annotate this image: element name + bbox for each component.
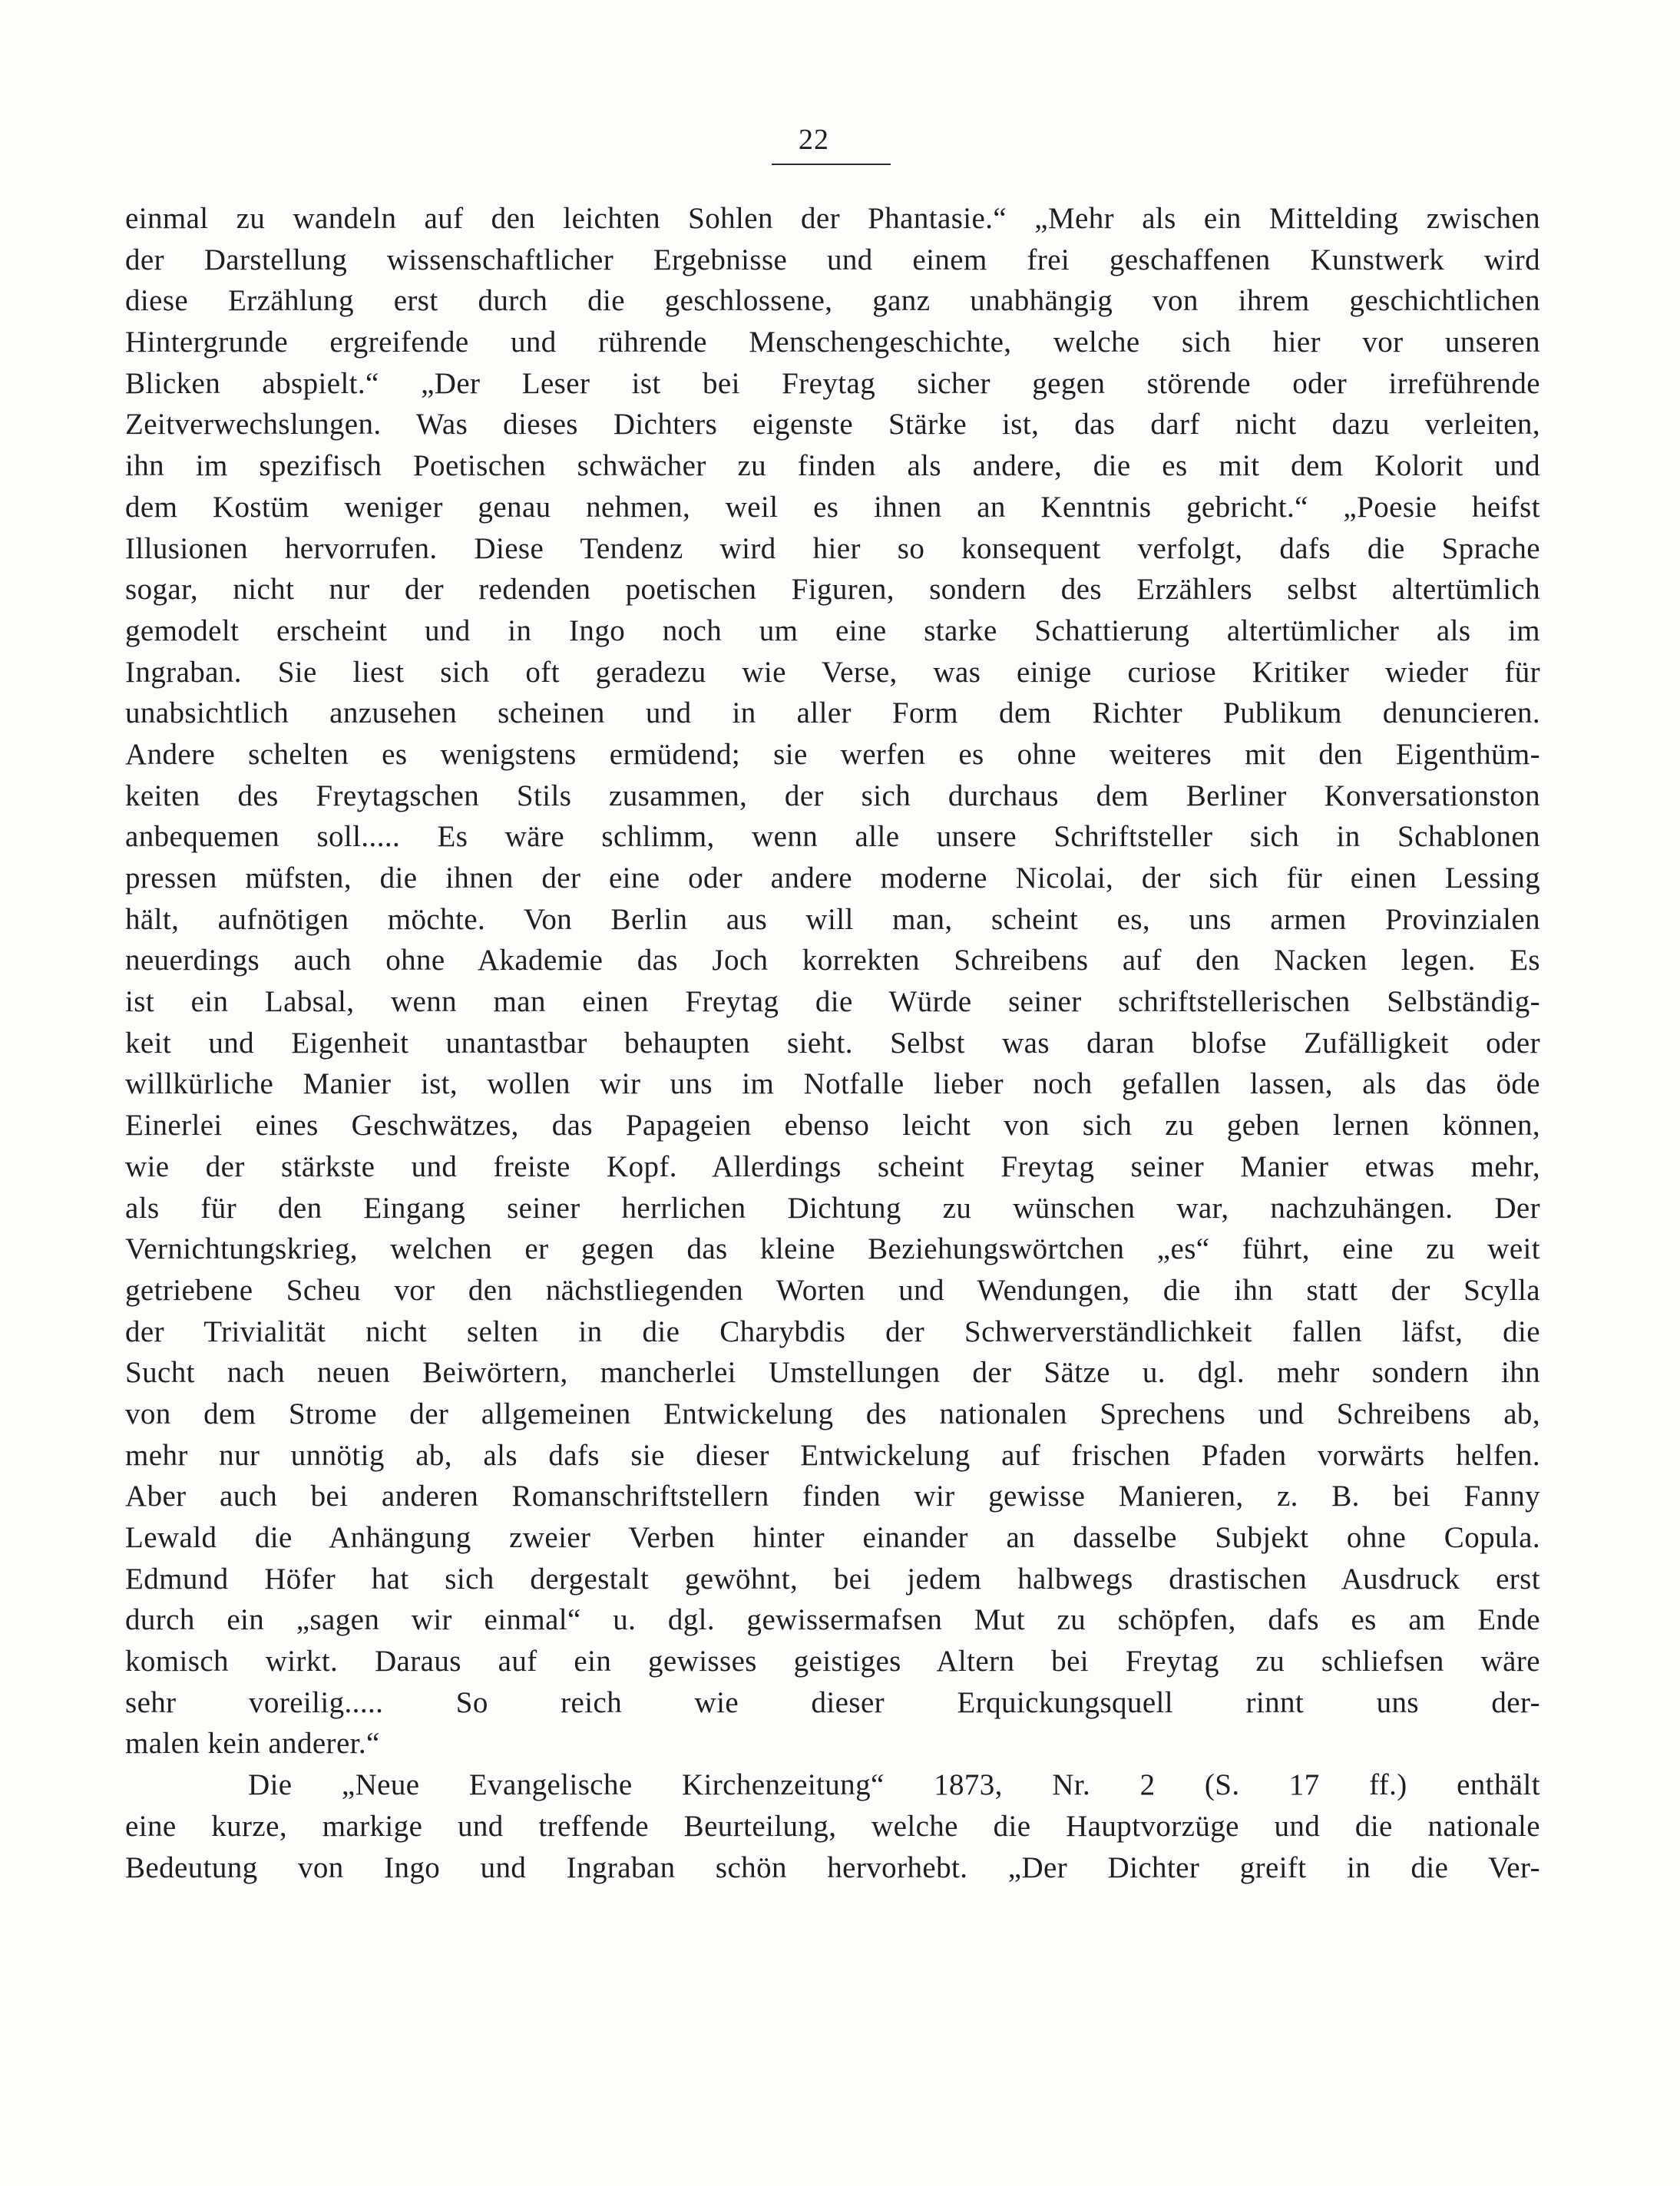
text-line: einmal zu wandeln auf den leichten Sohlen der Phantasie.“ „Mehr als ein Mittelding zwischen bbox=[125, 202, 1540, 235]
text-line: gemodelt erscheint und in Ingo noch um eine starke Schattierung altertümlicher als im bbox=[125, 613, 1540, 647]
text-line: eine kurze, markige und treffende Beurteilung, welche die Hauptvorzüge und die nationale bbox=[125, 1809, 1540, 1843]
text-line: als für den Eingang seiner herrlichen Dichtung zu wünschen war, nachzuhängen. Der bbox=[125, 1191, 1540, 1225]
text-line: mehr nur unnötig ab, als dafs sie dieser Entwickelung auf frischen Pfaden vorwärts helfen. bbox=[125, 1438, 1540, 1472]
text-line: unabsichtlich anzusehen scheinen und in aller Form dem Richter Publikum denuncieren. bbox=[125, 696, 1540, 730]
text-line: Hintergrunde ergreifende und rührende Menschengeschichte, welche sich hier vor unseren bbox=[125, 326, 1540, 359]
text-line: wie der stärkste und freiste Kopf. Allerdings scheint Freytag seiner Manier etwas mehr, bbox=[125, 1149, 1540, 1183]
text-line: Bedeutung von Ingo und Ingraban schön hervorhebt. „Der Dichter greift in die Ver- bbox=[125, 1850, 1540, 1884]
text-line: durch ein „sagen wir einmal“ u. dgl. gewissermafsen Mut zu schöpfen, dafs es am Ende bbox=[125, 1603, 1540, 1637]
text-line: Edmund Höfer hat sich dergestalt gewöhnt, bei jedem halbwegs drastischen Ausdruck erst bbox=[125, 1562, 1540, 1596]
text-line: ist ein Labsal, wenn man einen Freytag die Würde seiner schriftstellerischen Selbständig- bbox=[125, 985, 1540, 1019]
text-line: von dem Strome der allgemeinen Entwickelung des nationalen Sprechens und Schreibens ab, bbox=[125, 1397, 1540, 1430]
text-line: keiten des Freytagschen Stils zusammen, der sich durchaus dem Berliner Konversationston bbox=[125, 779, 1540, 812]
text-line: hält, aufnötigen möchte. Von Berlin aus will man, scheint es, uns armen Provinzialen bbox=[125, 902, 1540, 936]
text-line: Aber auch bei anderen Romanschriftstellern finden wir gewisse Manieren, z. B. bei Fanny bbox=[125, 1480, 1540, 1513]
text-line: ihn im spezifisch Poetischen schwächer zu finden als andere, die es mit dem Kolorit und bbox=[125, 449, 1540, 483]
text-line: getriebene Scheu vor den nächstliegenden Worten und Wendungen, die ihn statt der Scylla bbox=[125, 1273, 1540, 1307]
text-line: Sucht nach neuen Beiwörtern, mancherlei Umstellungen der Sätze u. dgl. mehr sondern ihn bbox=[125, 1356, 1540, 1390]
text-line: Einerlei eines Geschwätzes, das Papageien ebenso leicht von sich zu geben lernen können, bbox=[125, 1109, 1540, 1143]
text-line: sogar, nicht nur der redenden poetischen Figuren, sondern des Erzählers selbst altertümlich bbox=[125, 573, 1540, 607]
text-line: sehr voreilig..... So reich wie dieser Erquickungsquell rinnt uns der- bbox=[125, 1685, 1540, 1719]
text-line: komisch wirkt. Daraus auf ein gewisses geistiges Altern bei Freytag zu schliefsen wäre bbox=[125, 1645, 1540, 1678]
text-line: neuerdings auch ohne Akademie das Joch korrekten Schreibens auf den Nacken legen. Es bbox=[125, 944, 1540, 977]
text-line: Zeitverwechslungen. Was dieses Dichters eigenste Stärke ist, das darf nicht dazu verleiten, bbox=[125, 408, 1540, 441]
body-text bbox=[125, 198, 1540, 1888]
text-line: willkürliche Manier ist, wollen wir uns im Notfalle lieber noch gefallen lassen, als das öde bbox=[125, 1067, 1540, 1101]
text-line: dem Kostüm weniger genau nehmen, weil es ihnen an Kenntnis gebricht.“ „Poesie heifst bbox=[125, 490, 1540, 524]
text-line: malen kein anderer.“ bbox=[125, 1727, 380, 1761]
text-line: Illusionen hervorrufen. Diese Tendenz wird hier so konsequent verfolgt, dafs die Sprache bbox=[125, 531, 1540, 565]
text-line: pressen müfsten, die ihnen der eine oder andere moderne Nicolai, der sich für einen Lessing bbox=[125, 862, 1540, 895]
text-line: Andere schelten es wenigstens ermüdend; sie werfen es ohne weiteres mit den Eigenthüm- bbox=[125, 737, 1540, 771]
text-line: Blicken abspielt.“ „Der Leser ist bei Freytag sicher gegen störende oder irreführende bbox=[125, 366, 1540, 400]
text-line: Ingraban. Sie liest sich oft geradezu wie Verse, was einige curiose Kritiker wieder für bbox=[125, 655, 1540, 689]
text-line: Die „Neue Evangelische Kirchenzeitung“ 1873, Nr. 2 (S. 17 ff.) enthält bbox=[248, 1768, 1540, 1802]
text-line: der Darstellung wissenschaftlicher Ergebnisse und einem frei geschaffenen Kunstwerk wird bbox=[125, 243, 1540, 276]
text-line: keit und Eigenheit unantastbar behaupten sieht. Selbst was daran blofse Zufälligkeit oder bbox=[125, 1026, 1540, 1060]
text-line: anbequemen soll..... Es wäre schlimm, wenn alle unsere Schriftsteller sich in Schablonen bbox=[125, 820, 1540, 854]
text-line: Lewald die Anhängung zweier Verben hinter einander an dasselbe Subjekt ohne Copula. bbox=[125, 1521, 1540, 1554]
text-line: Vernichtungskrieg, welchen er gegen das kleine Beziehungswörtchen „es“ führt, eine zu weit bbox=[125, 1232, 1540, 1266]
page-number-rule bbox=[772, 164, 891, 165]
text-line: der Trivialität nicht selten in die Charybdis der Schwerverständlichkeit fallen läfst, die bbox=[125, 1315, 1540, 1348]
page-number: 22 bbox=[799, 124, 829, 156]
text-line: diese Erzählung erst durch die geschlossene, ganz unabhängig von ihrem geschichtlichen bbox=[125, 284, 1540, 318]
